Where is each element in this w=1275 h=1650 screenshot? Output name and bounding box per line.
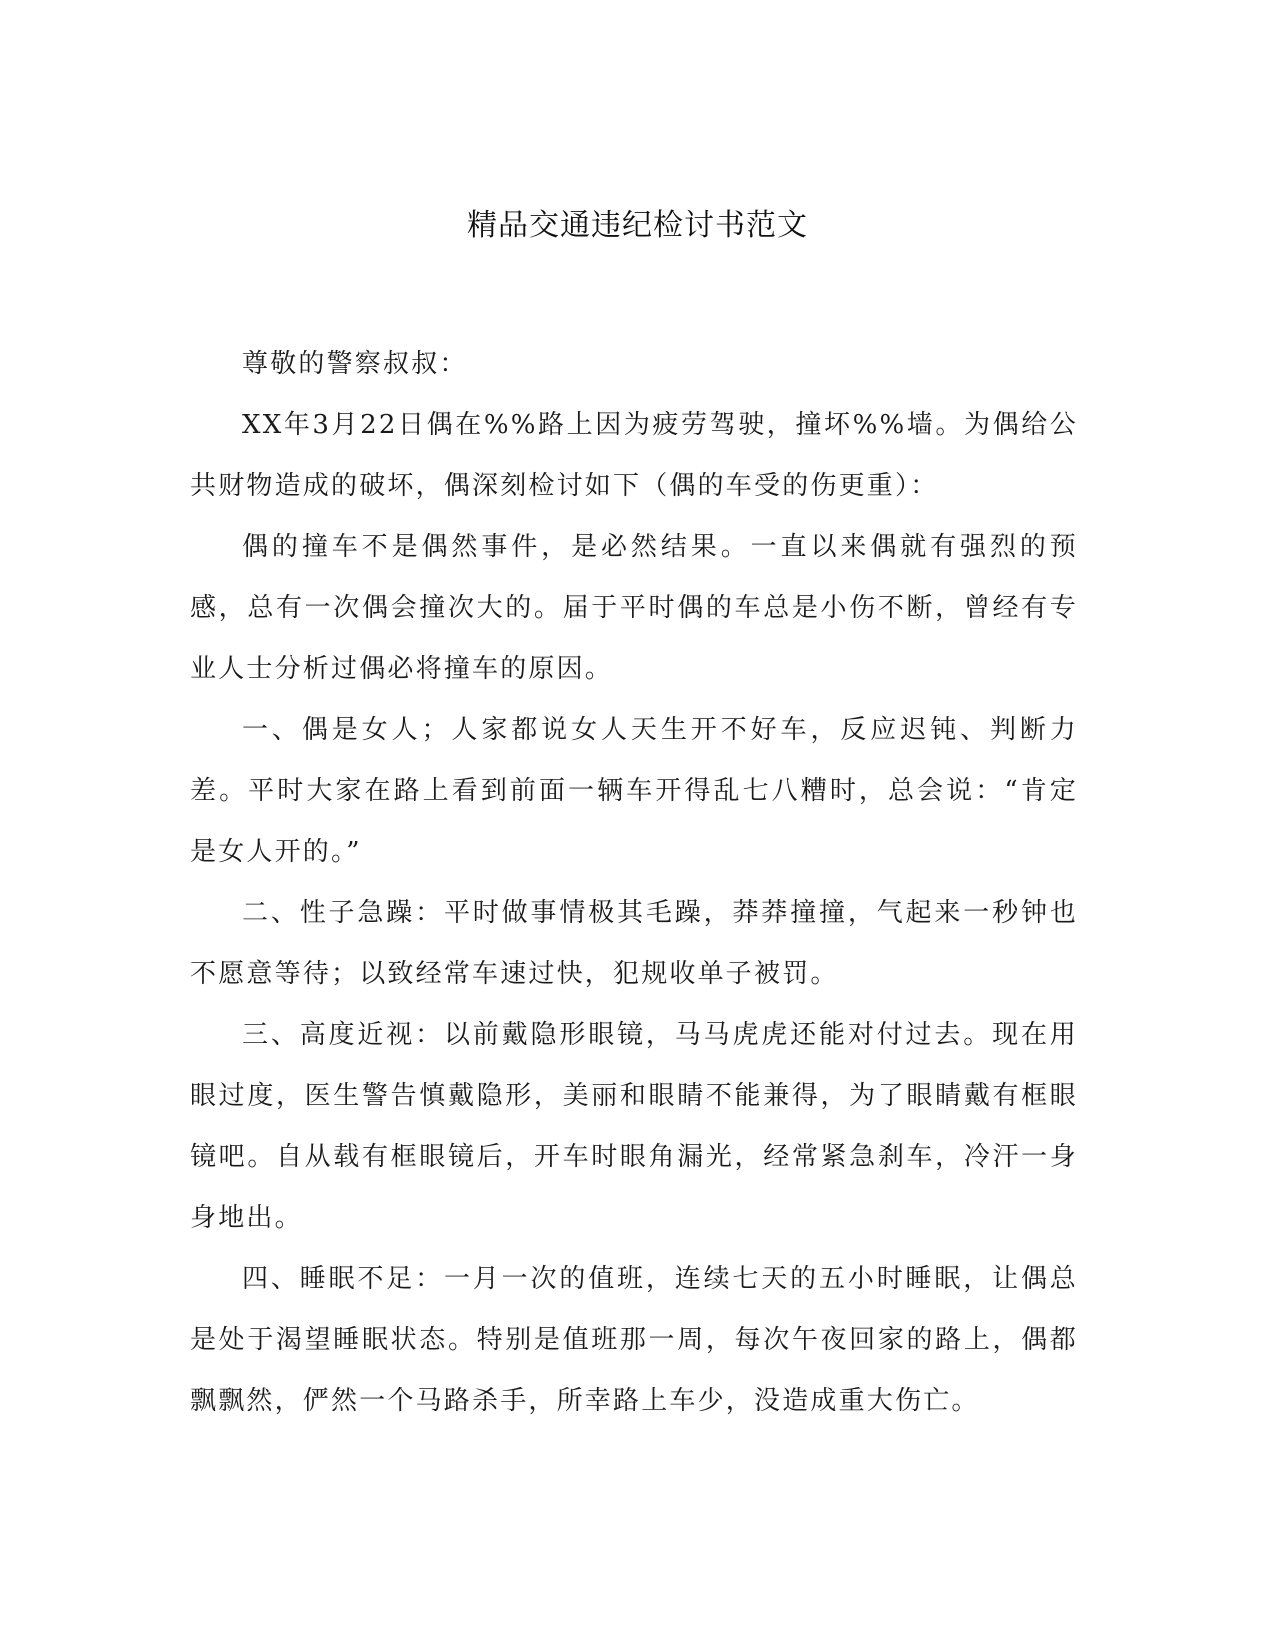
paragraph-reason-3: 三、高度近视：以前戴隐形眼镜，马马虎虎还能对付过去。现在用眼过度，医生警告慎戴隐形，美丽和眼睛不能兼得，为了眼睛戴有框眼镜吧。自从载有框眼镜后，开车时眼角漏光，经常紧急刹车，冷汗一身身地出。 xyxy=(190,1020,1078,1233)
document-title: 精品交通违纪检讨书范文 xyxy=(467,208,808,243)
salutation: 尊敬的警察叔叔： xyxy=(242,349,468,379)
paragraph-incident: XX年3月22日偶在%%路上因为疲劳驾驶，撞坏%%墙。为偶给公共财物造成的破坏，偶深刻检讨如下（偶的车受的伤更重）： xyxy=(190,410,1078,501)
paragraph-reason-1: 一、偶是女人；人家都说女人天生开不好车，反应迟钝、判断力差。平时大家在路上看到前面一辆车开得乱七八糟时，总会说：“肯定是女人开的。” xyxy=(190,715,1078,867)
document-body xyxy=(190,334,1078,1432)
paragraph-cause-intro: 偶的撞车不是偶然事件，是必然结果。一直以来偶就有强烈的预感，总有一次偶会撞次大的。届于平时偶的车总是小伤不断，曾经有专业人士分析过偶必将撞车的原因。 xyxy=(190,532,1078,684)
paragraph-reason-4: 四、睡眠不足：一月一次的值班，连续七天的五小时睡眠，让偶总是处于渴望睡眠状态。特别是值班那一周，每次午夜回家的路上，偶都飘飘然，俨然一个马路杀手，所幸路上车少，没造成重大伤亡。 xyxy=(190,1264,1078,1416)
paragraph-reason-2: 二、性子急躁：平时做事情极其毛躁，莽莽撞撞，气起来一秒钟也不愿意等待；以致经常车速过快，犯规收单子被罚。 xyxy=(190,898,1078,989)
